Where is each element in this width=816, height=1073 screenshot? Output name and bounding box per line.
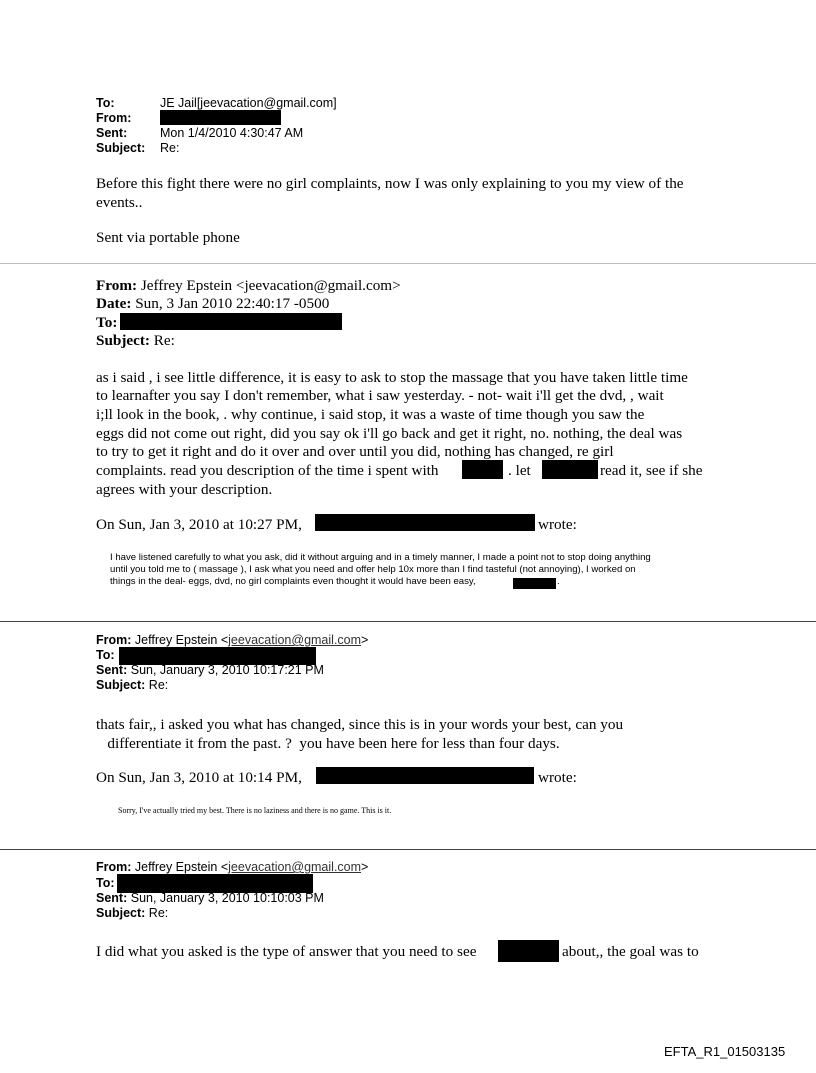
divider (0, 621, 816, 622)
email1-signature: Sent via portable phone (96, 229, 240, 246)
email2-body-line: eggs did not come out right, did you say ok i'll go back and get it right, no. nothing, the deal was (96, 425, 683, 442)
to-label: To: (96, 314, 118, 331)
email1-body-line: Before this fight there were no girl complaints, now I was only explaining to you my view of the (96, 175, 684, 192)
sent-value: Sun, January 3, 2010 10:10:03 PM (130, 891, 324, 905)
sent-label: Sent: (96, 663, 128, 677)
quoted-line: until you told me to ( massage ), I ask what you need and offer help 10x more than I find tasteful (not annoying), I worked on (110, 564, 636, 575)
date-label: Date: (96, 295, 132, 312)
quote-intro: On Sun, Jan 3, 2010 at 10:27 PM, (96, 516, 302, 533)
redaction-box (498, 940, 559, 962)
quoted-line-end: . (557, 576, 560, 587)
from-email-link[interactable]: jeevacation@gmail.com (228, 860, 362, 874)
divider (0, 263, 816, 264)
divider (0, 849, 816, 850)
sent-label: Sent: (96, 891, 128, 905)
redaction-box (513, 578, 556, 589)
email2-body-fragment: . let (508, 462, 531, 479)
email2-body-fragment: read it, see if she (600, 462, 703, 479)
from-email-link[interactable]: jeevacation@gmail.com (228, 633, 362, 647)
email1-body-line: events.. (96, 194, 143, 211)
sent-value: Sun, January 3, 2010 10:17:21 PM (130, 663, 324, 677)
sent-value: Mon 1/4/2010 4:30:47 AM (160, 126, 304, 140)
from-value: Jeffrey Epstein <jeevacation@gmail.com> (140, 277, 401, 294)
email3-body-line: thats fair,, i asked you what has changed, since this is in your words your best, can you (96, 716, 624, 733)
quoted-line: Sorry, I've actually tried my best. There is no laziness and there is no game. This is it. (118, 806, 392, 815)
document-id: EFTA_R1_01503135 (664, 1044, 786, 1059)
to-label: To: (96, 648, 115, 662)
subject-value: Re: (148, 678, 169, 692)
email4-body-line: I did what you asked is the type of answer that you need to see (96, 943, 477, 960)
subject-label: Subject: (96, 332, 150, 349)
from-name: Jeffrey Epstein < (134, 860, 229, 874)
quote-intro-wrote: wrote: (538, 516, 577, 533)
email2-body-line: agrees with your description. (96, 481, 273, 498)
email2-body-line: to try to get it right and do it over and over until you did, nothing has changed, re girl (96, 443, 614, 460)
subject-value: Re: (160, 141, 180, 155)
redaction-box (315, 514, 535, 531)
subject-value: Re: (153, 332, 175, 349)
quoted-line: things in the deal- eggs, dvd, no girl complaints even thought it would have been easy, (110, 576, 476, 587)
subject-value: Re: (148, 906, 169, 920)
email2-body-line: i;ll look in the book, . why continue, i said stop, it was a waste of time though you saw the (96, 406, 645, 423)
date-value: Sun, 3 Jan 2010 22:40:17 -0500 (135, 295, 330, 312)
redaction-box (160, 110, 281, 125)
to-value: JE Jail[jeevacation@gmail.com] (160, 96, 337, 110)
redaction-box (316, 767, 534, 784)
email2-body-line: complaints. read you description of the time i spent with (96, 462, 439, 479)
quote-intro-wrote: wrote: (538, 769, 577, 786)
subject-label: Subject: (96, 141, 146, 155)
from-name: Jeffrey Epstein < (134, 633, 229, 647)
email2-body-line: to learnafter you say I don't remember, what i saw yesterday. - not- wait i'll get the dvd, , wait (96, 387, 664, 404)
from-label: From: (96, 633, 132, 647)
redaction-box (120, 313, 342, 330)
to-label: To: (96, 876, 115, 890)
from-close: > (361, 633, 369, 647)
quoted-line: I have listened carefully to what you ask, did it without arguing and in a timely manner, I made a point not to stop doing anything (110, 552, 651, 563)
from-label: From: (96, 111, 132, 125)
to-label: To: (96, 96, 115, 110)
subject-label: Subject: (96, 678, 146, 692)
redaction-box (542, 460, 598, 479)
from-label: From: (96, 277, 138, 294)
redaction-box (462, 460, 503, 479)
from-close: > (361, 860, 369, 874)
email3-body-line: differentiate it from the past. ? you have been here for less than four days. (96, 735, 560, 752)
sent-label: Sent: (96, 126, 128, 140)
email2-body-line: as i said , i see little difference, it is easy to ask to stop the massage that you have taken little time (96, 369, 688, 386)
from-label: From: (96, 860, 132, 874)
email4-body-fragment: about,, the goal was to (562, 943, 699, 960)
subject-label: Subject: (96, 906, 146, 920)
quote-intro: On Sun, Jan 3, 2010 at 10:14 PM, (96, 769, 302, 786)
